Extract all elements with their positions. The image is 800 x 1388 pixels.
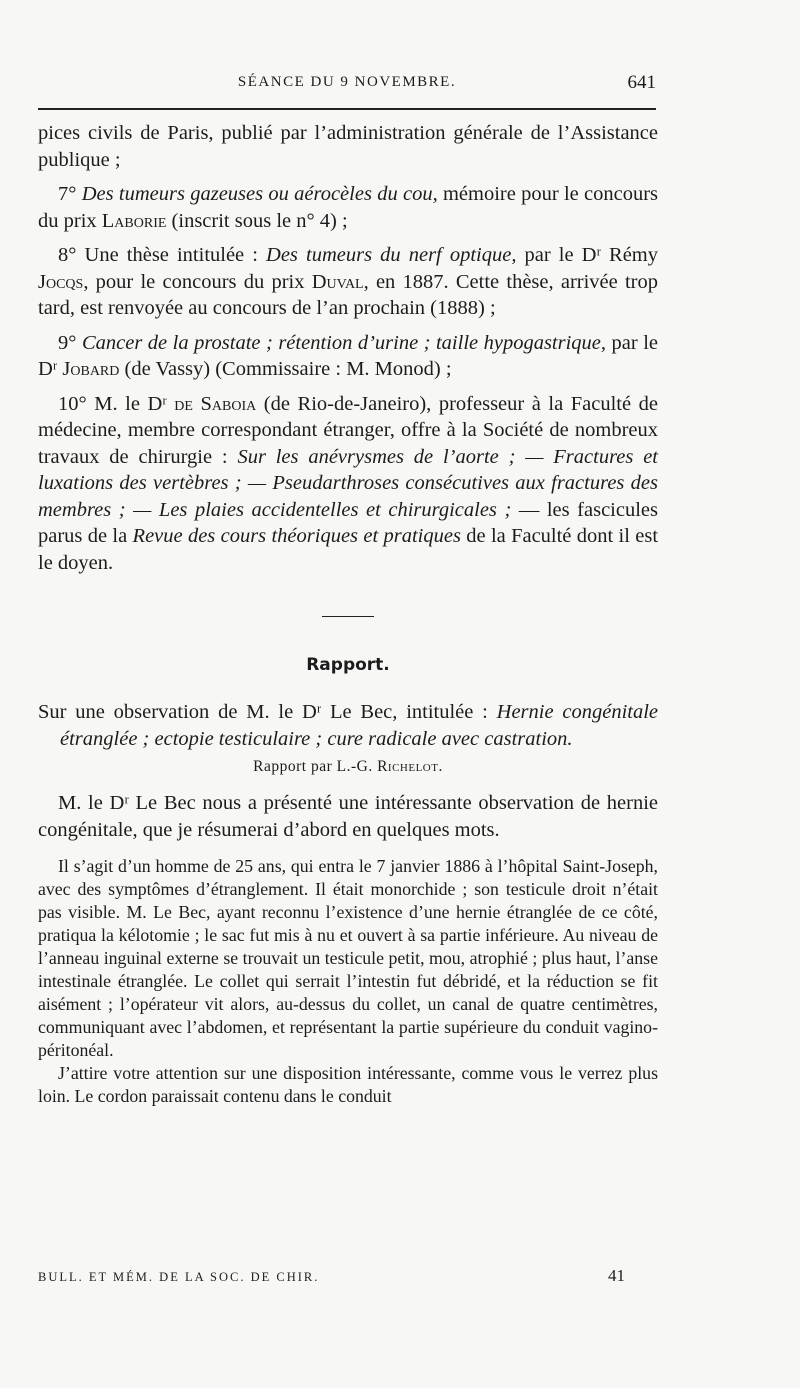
body-text	[38, 120, 658, 1108]
list-item-7: 7° Des tumeurs gazeuses ou aérocèles du cou, mémoire pour le concours du prix Laborie (inscrit sous le n° 4) ;	[38, 183, 659, 232]
journal-source: BULL. ET MÉM. DE LA SOC. DE CHIR.	[38, 1270, 320, 1284]
paragraph-continuation: pices civils de Paris, publié par l’administration générale de l’Assistance publique ;	[38, 122, 658, 171]
correspondence-list	[38, 120, 658, 576]
report-byline: Rapport par L.-G. Richelot.	[253, 758, 443, 775]
case-paragraph: Il s’agit d’un homme de 25 ans, qui entra le 7 janvier 1886 à l’hôpital Saint-Joseph, avec des symptômes d’étranglement. Il était monorchide ; son testicule droit n’était pas visible. M. Le Bec, ayant reconnu l’existence d’une hernie étranglée de ce côté, pratiqua la kélotomie ; le sac fut mis à nu et ouvert à sa partie inférieure. Au niveau de l’anneau inguinal externe se trouvait un testicule petit, mou, atrophié ; plus haut, l’anse intestinale étranglée. Le collet qui serrait l’intestin fut débridé, et la réduction se fit aisément ; l’opérateur vit alors, au-dessus du collet, un canal de quatre centimètres, communiquant avec l’abdomen, et représentant la partie supérieure du conduit vagino-péritonéal.	[38, 856, 658, 1060]
section-divider	[322, 616, 374, 617]
item-8-title: Des tumeurs du nerf optique,	[266, 244, 517, 266]
case-report	[38, 855, 658, 1108]
page-header	[38, 72, 656, 100]
works-titles: Sur les anévrysmes de l’aorte ; — Fractures et luxations des vertèbres ; — Pseudarthroses consécutives aux fractures des membres ; — Les plaies accidentelles et chirurgicales ;	[38, 445, 658, 521]
item-9-title: Cancer de la prostate ; rétention d’urine ; taille hypogastrique,	[81, 331, 607, 354]
item-7-title: Des tumeurs gazeuses ou aérocèles du cou,	[81, 183, 438, 205]
page-footer	[38, 1266, 658, 1290]
list-item-8: 8° Une thèse intitulée : Des tumeurs du nerf optique, par le Dʳ Rémy Jocqs, pour le concours du prix Duval, en 1887. Cette thèse, arrivée trop tard, est renvoyée au concours de l’an prochain (1888) ;	[38, 244, 658, 319]
header-rule	[38, 108, 656, 110]
list-item-10: 10° M. le Dʳ de Saboia (de Rio-de-Janeiro), professeur à la Faculté de médecine, membre correspondant étranger, offre à la Société de nombreux travaux de chirurgie : Sur les anévrysmes de l’aorte ; — Fractures et luxations des vertèbres ; — Pseudarthroses consécutives aux fractures des membres ; — Les plaies accidentelles et chirurgicales ; — les fascicules parus de la Revue des cours théoriques et pratiques de la Faculté dont il est le doyen.	[38, 392, 659, 574]
observation-title-italic: Hernie congénitale étranglée ; ectopie testiculaire ; cure radicale avec castration.	[60, 701, 659, 750]
list-item-9: 9° Cancer de la prostate ; rétention d’urine ; taille hypogastrique, par le Dʳ Jobard (de Vassy) (Commissaire : M. Monod) ;	[38, 331, 658, 380]
prize-name: Duval	[311, 270, 364, 293]
running-title: SÉANCE DU 9 NOVEMBRE.	[237, 74, 457, 90]
report-author: Richelot.	[377, 758, 443, 775]
author-name: Jobard	[62, 358, 120, 380]
author-name: de Saboia	[174, 392, 257, 415]
section-heading: Rapport.	[306, 655, 390, 675]
signature-mark: 41	[608, 1266, 625, 1285]
prize-name: Laborie	[101, 209, 167, 232]
observation-title: Sur une observation de M. le Dʳ Le Bec, intitulée : Hernie congénitale étranglée ; ectopie testiculaire ; cure radicale avec castration.	[38, 701, 659, 750]
journal-title: Revue des cours théoriques et pratiques	[132, 525, 461, 547]
summary-paragraph: M. le Dʳ Le Bec nous a présenté une intéressante observation de hernie congénitale, que je résumerai d’abord en quelques mots.	[38, 792, 658, 841]
attention-paragraph: J’attire votre attention sur une disposition intéressante, comme vous le verrez plus loin. Le cordon paraissait contenu dans le conduit	[38, 1063, 658, 1106]
page-number: 641	[627, 72, 656, 93]
author-name: Jocqs	[38, 270, 84, 293]
